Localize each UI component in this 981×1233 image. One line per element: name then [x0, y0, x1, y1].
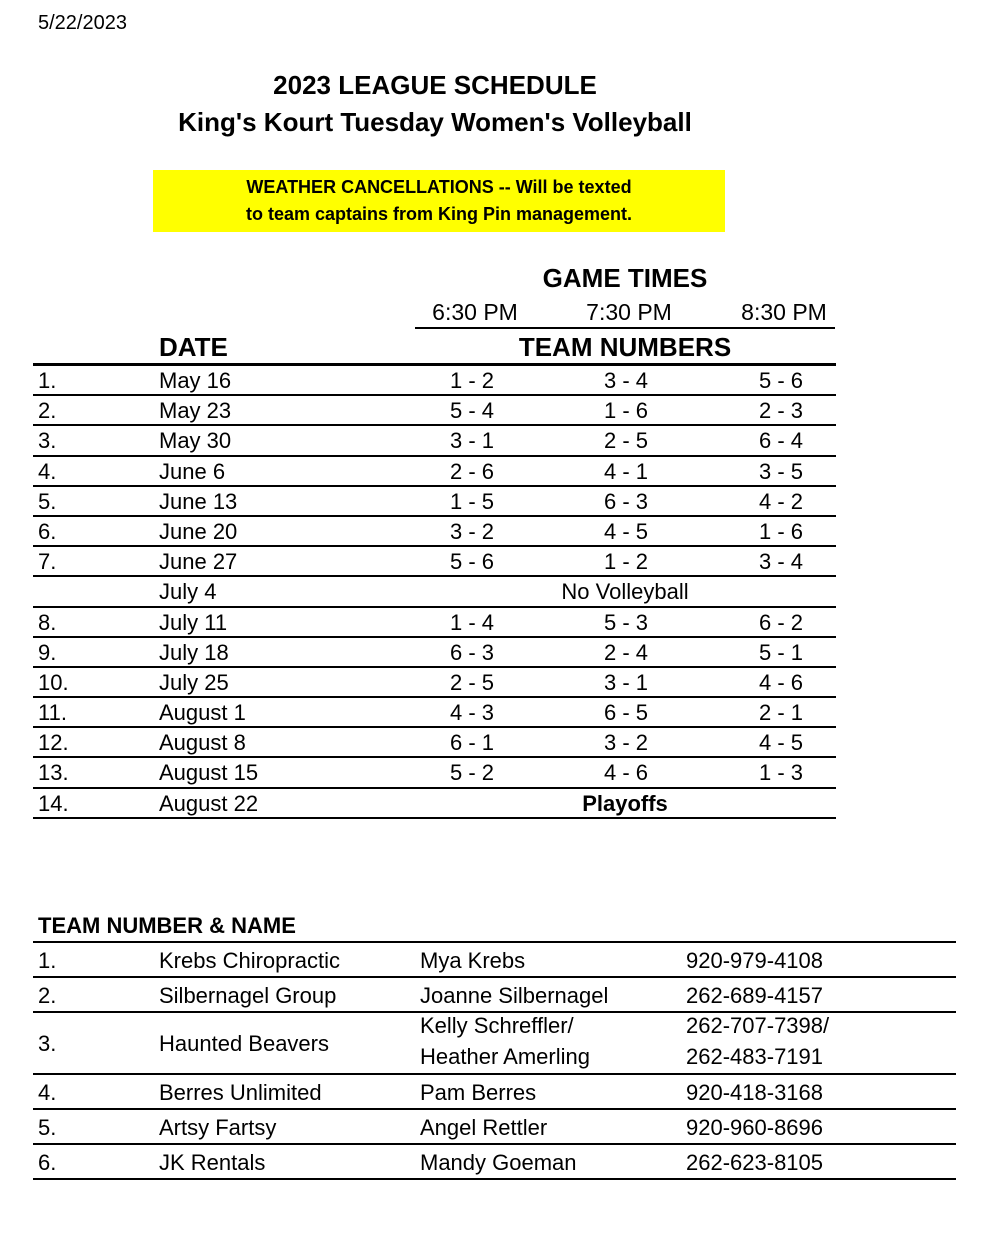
matchup-630: 1 - 4 — [449, 609, 495, 635]
team-captain: Kelly Schreffler/ — [420, 1013, 574, 1038]
matchup-830: 5 - 6 — [758, 368, 804, 393]
schedule-note: Playoffs — [582, 790, 668, 816]
team-row — [33, 1145, 956, 1180]
schedule-row — [33, 426, 836, 456]
week-number: 1. — [38, 368, 57, 393]
weather-notice-line-1: WEATHER CANCELLATIONS -- Will be texted — [246, 177, 632, 197]
matchup-830: 4 - 5 — [758, 730, 804, 756]
matchup-830: 2 - 3 — [758, 398, 804, 424]
game-date: May 23 — [159, 398, 232, 424]
game-times-header: GAME TIMES — [542, 263, 708, 293]
team-row — [33, 978, 956, 1013]
matchup-730: 4 - 5 — [603, 518, 649, 544]
team-captain: Mya Krebs — [420, 948, 526, 973]
time-label-2: 7:30 PM — [586, 299, 672, 325]
team-name: JK Rentals — [159, 1150, 266, 1175]
team-row — [33, 943, 956, 978]
week-number: 9. — [38, 639, 57, 665]
team-captain: Pam Berres — [420, 1080, 537, 1105]
matchup-730: 5 - 3 — [603, 609, 649, 635]
team-number: 1. — [38, 948, 57, 973]
team-number: 3. — [38, 1031, 57, 1056]
schedule-row — [33, 698, 836, 728]
game-date: August 15 — [159, 760, 259, 786]
week-number: 3. — [38, 428, 57, 454]
captain-phone: 262-483-7191 — [686, 1044, 824, 1069]
schedule-row — [33, 366, 836, 396]
matchup-730: 3 - 2 — [603, 730, 649, 756]
week-number: 10. — [38, 669, 69, 695]
game-date: August 1 — [159, 700, 246, 726]
schedule-row — [33, 638, 836, 668]
matchup-730: 4 - 6 — [603, 760, 649, 786]
captain-phone: 920-418-3168 — [686, 1080, 824, 1105]
team-number: 2. — [38, 983, 57, 1008]
time-label-3: 8:30 PM — [741, 299, 827, 325]
team-name: Haunted Beavers — [159, 1031, 329, 1056]
game-date: July 4 — [159, 579, 217, 605]
game-date: May 16 — [159, 368, 232, 393]
game-date: June 13 — [159, 488, 238, 514]
matchup-630: 1 - 5 — [449, 488, 495, 514]
week-number: 5. — [38, 488, 57, 514]
game-date: June 27 — [159, 549, 238, 575]
matchup-830: 3 - 4 — [758, 549, 804, 575]
schedule-row — [33, 457, 836, 487]
schedule-row — [33, 577, 836, 607]
matchup-630: 4 - 3 — [449, 700, 495, 726]
game-date: June 20 — [159, 518, 238, 544]
schedule-row — [33, 758, 836, 788]
matchup-630: 2 - 6 — [449, 458, 495, 484]
game-date: June 6 — [159, 458, 226, 484]
teams-header: TEAM NUMBER & NAME — [38, 913, 296, 938]
matchup-730: 2 - 5 — [603, 428, 649, 454]
matchup-730: 3 - 4 — [603, 368, 649, 393]
captain-phone: 262-623-8105 — [686, 1150, 824, 1175]
matchup-630: 5 - 6 — [449, 549, 495, 575]
matchup-730: 3 - 1 — [603, 669, 649, 695]
matchup-630: 2 - 5 — [449, 669, 495, 695]
captain-phone: 262-689-4157 — [686, 983, 824, 1008]
matchup-730: 4 - 1 — [603, 458, 649, 484]
matchup-830: 4 - 6 — [758, 669, 804, 695]
matchup-830: 4 - 2 — [758, 488, 804, 514]
matchup-830: 1 - 3 — [758, 760, 804, 786]
captain-phone: 920-960-8696 — [686, 1115, 824, 1140]
schedule-row — [33, 789, 836, 819]
team-number: 5. — [38, 1115, 57, 1140]
week-number: 14. — [38, 790, 69, 816]
matchup-830: 3 - 5 — [758, 458, 804, 484]
matchup-730: 6 - 3 — [603, 488, 649, 514]
week-number: 7. — [38, 549, 57, 575]
team-name: Artsy Fartsy — [159, 1115, 277, 1140]
matchup-830: 6 - 2 — [758, 609, 804, 635]
matchup-730: 2 - 4 — [603, 639, 649, 665]
page-subtitle: King's Kourt Tuesday Women's Volleyball — [178, 107, 692, 137]
matchup-630: 5 - 2 — [449, 760, 495, 786]
week-number: 13. — [38, 760, 69, 786]
captain-phone: 262-707-7398/ — [686, 1013, 830, 1038]
schedule-row — [33, 517, 836, 547]
schedule-note: No Volleyball — [561, 579, 689, 605]
team-captain: Angel Rettler — [420, 1115, 548, 1140]
schedule-table — [33, 366, 836, 819]
week-number: 12. — [38, 730, 69, 756]
captain-phone: 920-979-4108 — [686, 948, 824, 973]
matchup-630: 6 - 3 — [449, 639, 495, 665]
team-numbers-header: TEAM NUMBERS — [518, 332, 732, 362]
matchup-630: 3 - 2 — [449, 518, 495, 544]
team-captain: Joanne Silbernagel — [420, 983, 609, 1008]
team-row — [33, 1013, 956, 1075]
team-number: 6. — [38, 1150, 57, 1175]
document-date: 5/22/2023 — [38, 12, 127, 34]
game-date: July 18 — [159, 639, 229, 665]
matchup-730: 6 - 5 — [603, 700, 649, 726]
teams-table — [33, 941, 956, 1180]
team-row — [33, 1110, 956, 1145]
team-number: 4. — [38, 1080, 57, 1105]
date-column-header: DATE — [159, 332, 228, 362]
game-date: August 22 — [159, 790, 259, 816]
schedule-row — [33, 487, 836, 517]
matchup-630: 5 - 4 — [449, 398, 495, 424]
matchup-730: 1 - 6 — [603, 398, 649, 424]
team-row — [33, 1075, 956, 1110]
schedule-row — [33, 728, 836, 758]
page-title: 2023 LEAGUE SCHEDULE — [273, 70, 597, 100]
schedule-row — [33, 547, 836, 577]
game-date: August 8 — [159, 730, 246, 756]
team-name: Berres Unlimited — [159, 1080, 322, 1105]
times-divider — [415, 327, 835, 329]
week-number: 2. — [38, 398, 57, 424]
weather-notice-line-2: to team captains from King Pin management. — [245, 204, 633, 224]
team-captain: Mandy Goeman — [420, 1150, 577, 1175]
game-date: May 30 — [159, 428, 232, 454]
game-date: July 25 — [159, 669, 229, 695]
matchup-730: 1 - 2 — [603, 549, 649, 575]
matchup-630: 3 - 1 — [449, 428, 495, 454]
team-name: Silbernagel Group — [159, 983, 337, 1008]
schedule-row — [33, 396, 836, 426]
matchup-630: 6 - 1 — [449, 730, 495, 756]
matchup-830: 1 - 6 — [758, 518, 804, 544]
week-number: 6. — [38, 518, 57, 544]
matchup-630: 1 - 2 — [449, 368, 495, 393]
matchup-830: 5 - 1 — [758, 639, 804, 665]
week-number: 4. — [38, 458, 57, 484]
matchup-830: 6 - 4 — [758, 428, 804, 454]
time-label-1: 6:30 PM — [432, 299, 518, 325]
week-number: 11. — [38, 700, 67, 726]
team-name: Krebs Chiropractic — [159, 948, 340, 973]
game-date: July 11 — [159, 609, 228, 635]
weather-notice — [153, 170, 725, 232]
matchup-830: 2 - 1 — [758, 700, 804, 726]
week-number: 8. — [38, 609, 57, 635]
schedule-row — [33, 668, 836, 698]
schedule-row — [33, 608, 836, 638]
team-captain: Heather Amerling — [420, 1044, 590, 1069]
